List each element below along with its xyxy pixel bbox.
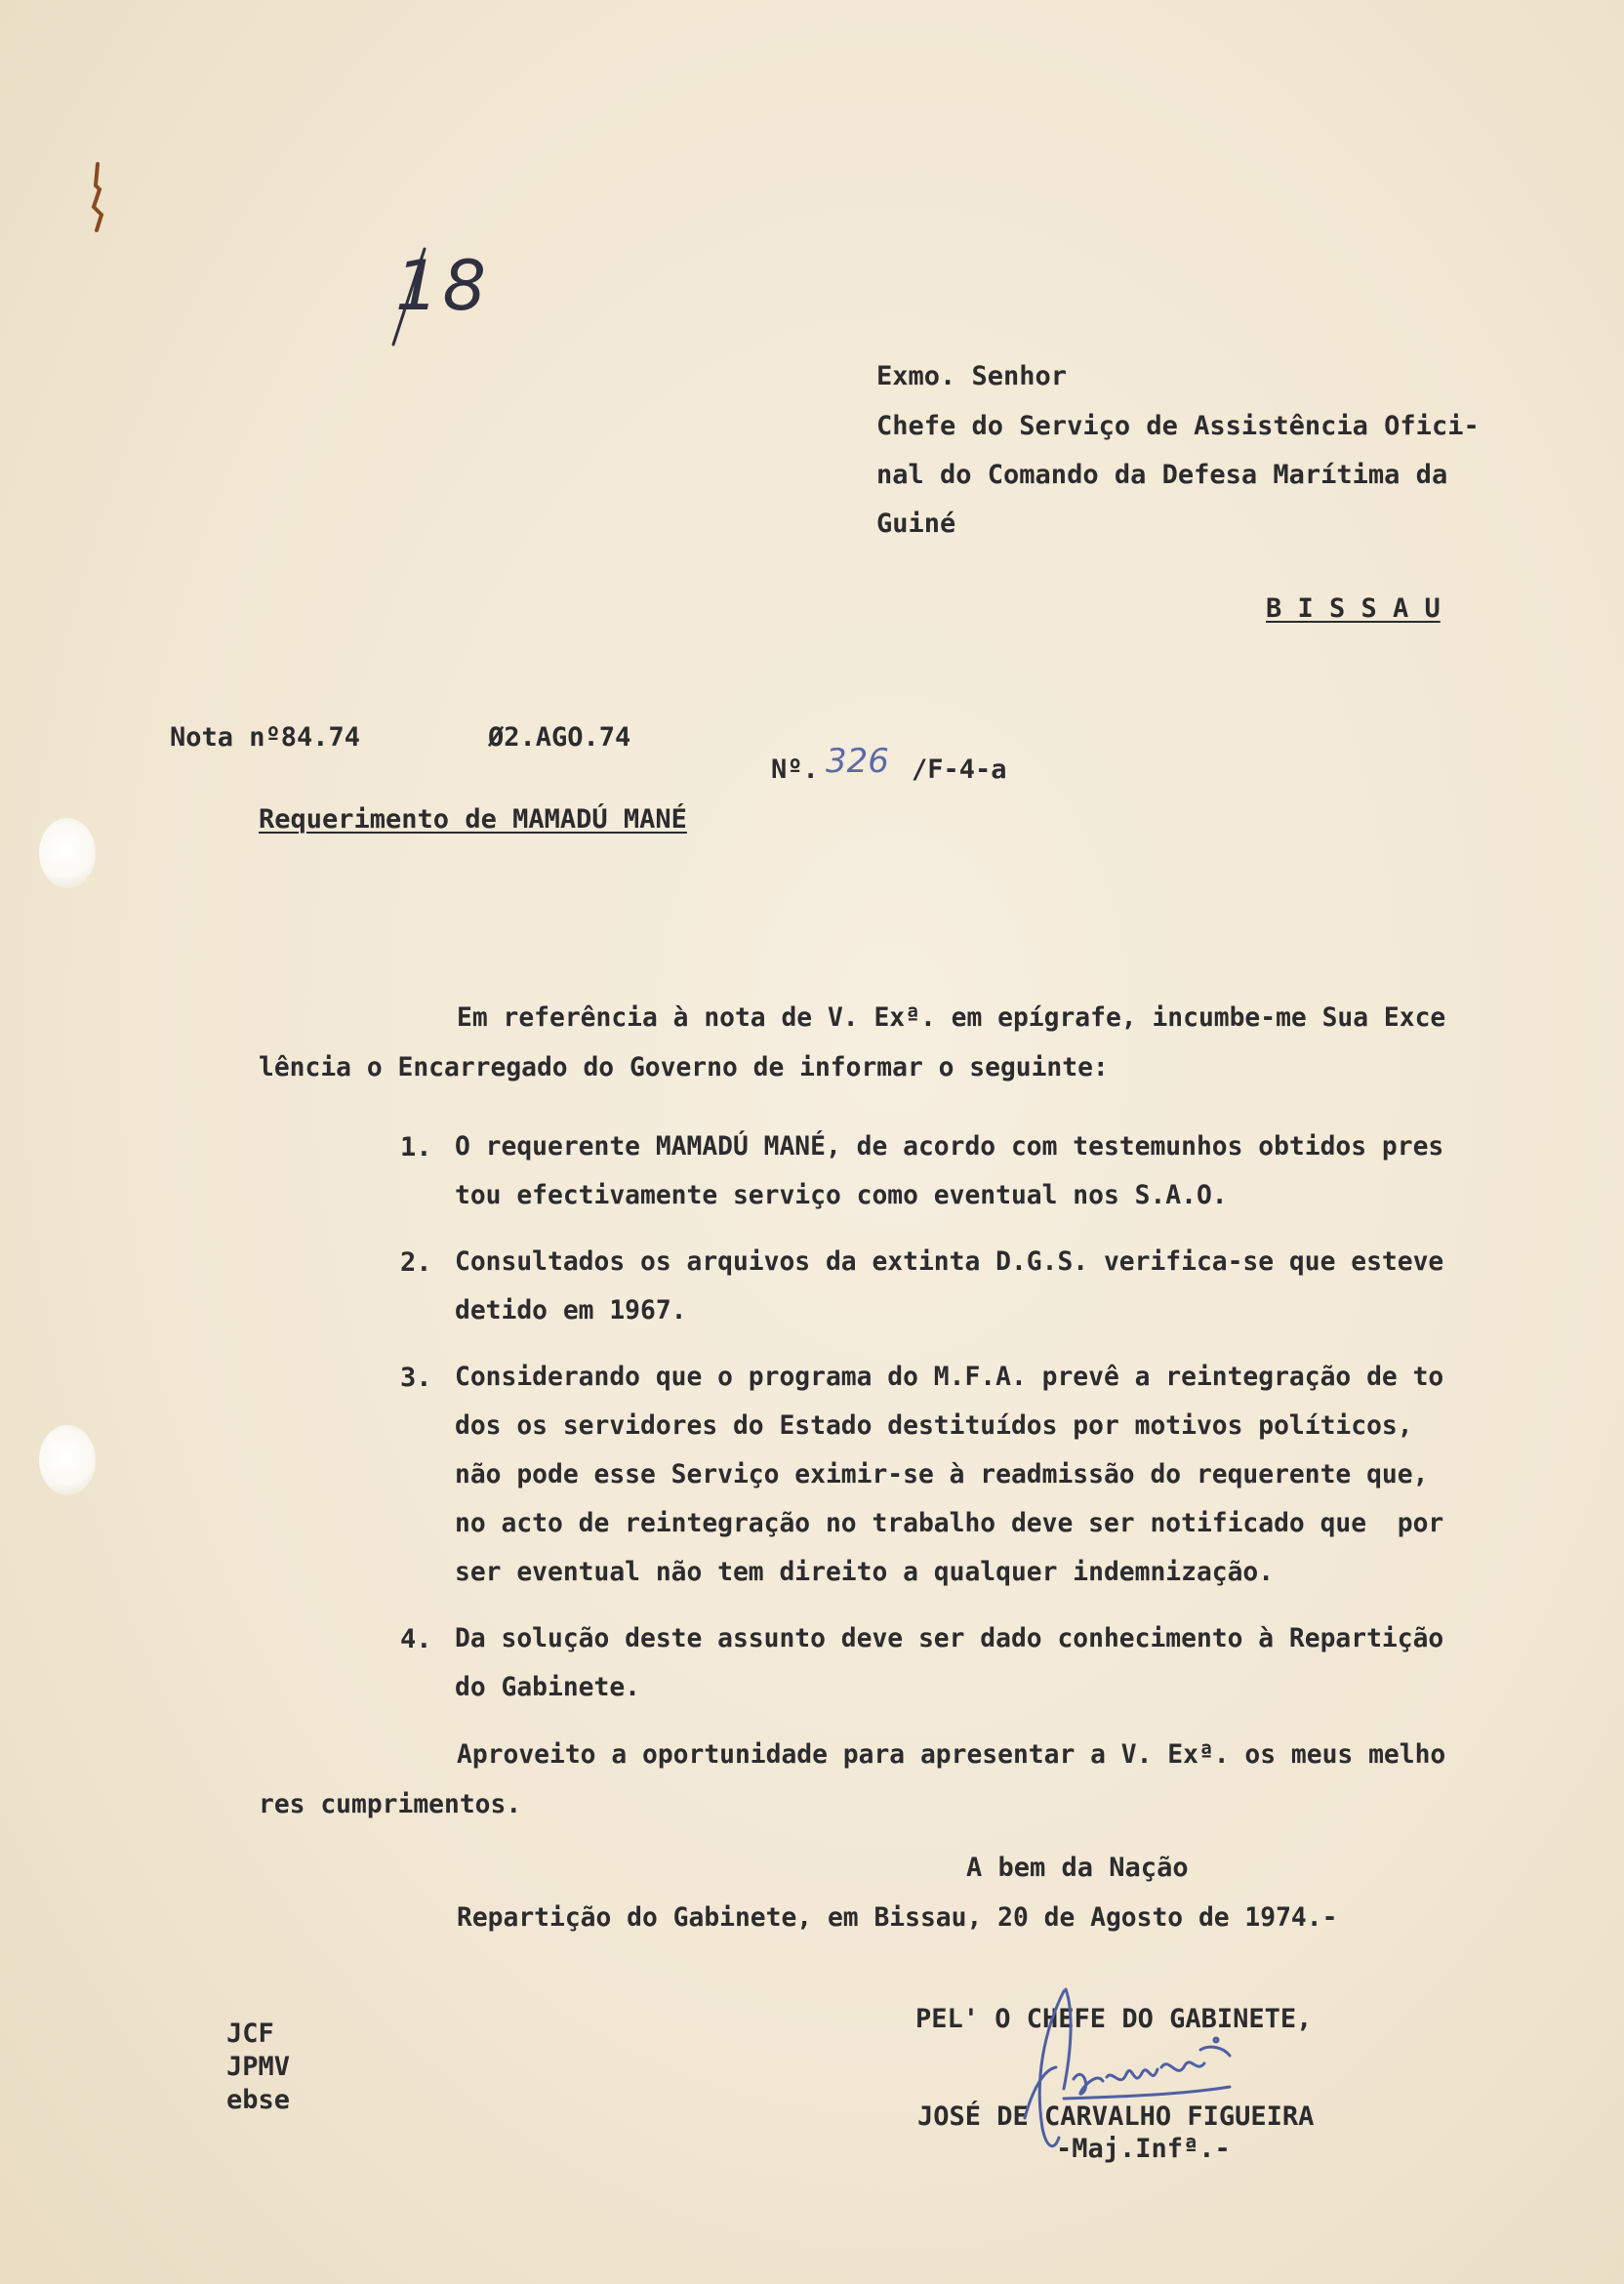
nota-date: Ø2.AGO.74 — [488, 722, 631, 753]
initials-1: JCF — [226, 2019, 274, 2049]
subject-line: Requerimento de MAMADÚ MANÉ — [259, 804, 687, 835]
item-1-number: 1. — [400, 1132, 432, 1162]
closing-line-2: res cumprimentos. — [259, 1790, 522, 1819]
salutation: A bem da Nação — [966, 1853, 1189, 1883]
item-1-line-2: tou efectivamente serviço como eventual nos S.A.O. — [455, 1181, 1228, 1210]
handwritten-signature-icon — [1005, 1972, 1288, 2167]
item-2-line-1: Consultados os arquivos da extinta D.G.S. verifica-se que esteve — [455, 1247, 1444, 1277]
place-and-date: Repartição do Gabinete, em Bissau, 20 de Agosto de 1974.- — [457, 1903, 1338, 1933]
signature-rank: -Maj.Infª.- — [1056, 2134, 1231, 2164]
item-3-line-3: não pode esse Serviço eximir-se à readmissão do requerente que, — [455, 1460, 1429, 1489]
punch-hole-top — [39, 818, 96, 888]
item-2-number: 2. — [400, 1247, 432, 1278]
reference-number-handwritten: 326 — [826, 742, 889, 781]
item-3-line-4: no acto de reintegração no trabalho deve ser notificado que por — [455, 1509, 1444, 1538]
item-3-line-1: Considerando que o programa do M.F.A. prevê a reintegração de to — [455, 1363, 1444, 1392]
item-3-number: 3. — [400, 1363, 432, 1393]
closing-line-1: Aproveito a oportunidade para apresentar a V. Exª. os meus melho — [457, 1740, 1446, 1770]
signature-line-1: PEL' O CHEFE DO GABINETE, — [915, 2004, 1313, 2034]
punch-hole-bottom — [39, 1425, 96, 1495]
nota-number: Nota nº84.74 — [170, 722, 361, 753]
initials-3: ebse — [226, 2085, 291, 2115]
reference-number-prefix: Nº. — [771, 755, 819, 785]
item-3-line-2: dos os servidores do Estado destituídos por motivos políticos, — [455, 1411, 1413, 1441]
signature-name: JOSÉ DE CARVALHO FIGUEIRA — [917, 2101, 1315, 2132]
item-4-line-2: do Gabinete. — [455, 1673, 640, 1702]
rust-stain-icon — [84, 156, 113, 244]
intro-line-1: Em referência à nota de V. Exª. em epígrafe, incumbe-me Sua Exce — [457, 1003, 1446, 1033]
recipient-line-4: Guiné — [876, 509, 956, 539]
item-3-line-5: ser eventual não tem direito a qualquer indemnização. — [455, 1558, 1275, 1587]
item-2-line-2: detido em 1967. — [455, 1296, 687, 1326]
folio-number: 18 — [395, 246, 491, 326]
item-1-line-1: O requerente MAMADÚ MANÉ, de acordo com testemunhos obtidos pres — [455, 1132, 1444, 1162]
item-4-line-1: Da solução deste assunto deve ser dado conhecimento à Repartição — [455, 1624, 1444, 1653]
recipient-city: B I S S A U — [1266, 593, 1441, 624]
recipient-line-3: nal do Comando da Defesa Marítima da — [876, 460, 1448, 490]
intro-line-2: lência o Encarregado do Governo de informar o seguinte: — [259, 1053, 1109, 1082]
recipient-line-2: Chefe do Serviço de Assistência Ofici- — [876, 411, 1480, 441]
reference-number-suffix: /F-4-a — [912, 755, 1007, 785]
item-4-number: 4. — [400, 1624, 432, 1654]
recipient-line-1: Exmo. Senhor — [876, 361, 1068, 391]
initials-2: JPMV — [226, 2052, 291, 2082]
